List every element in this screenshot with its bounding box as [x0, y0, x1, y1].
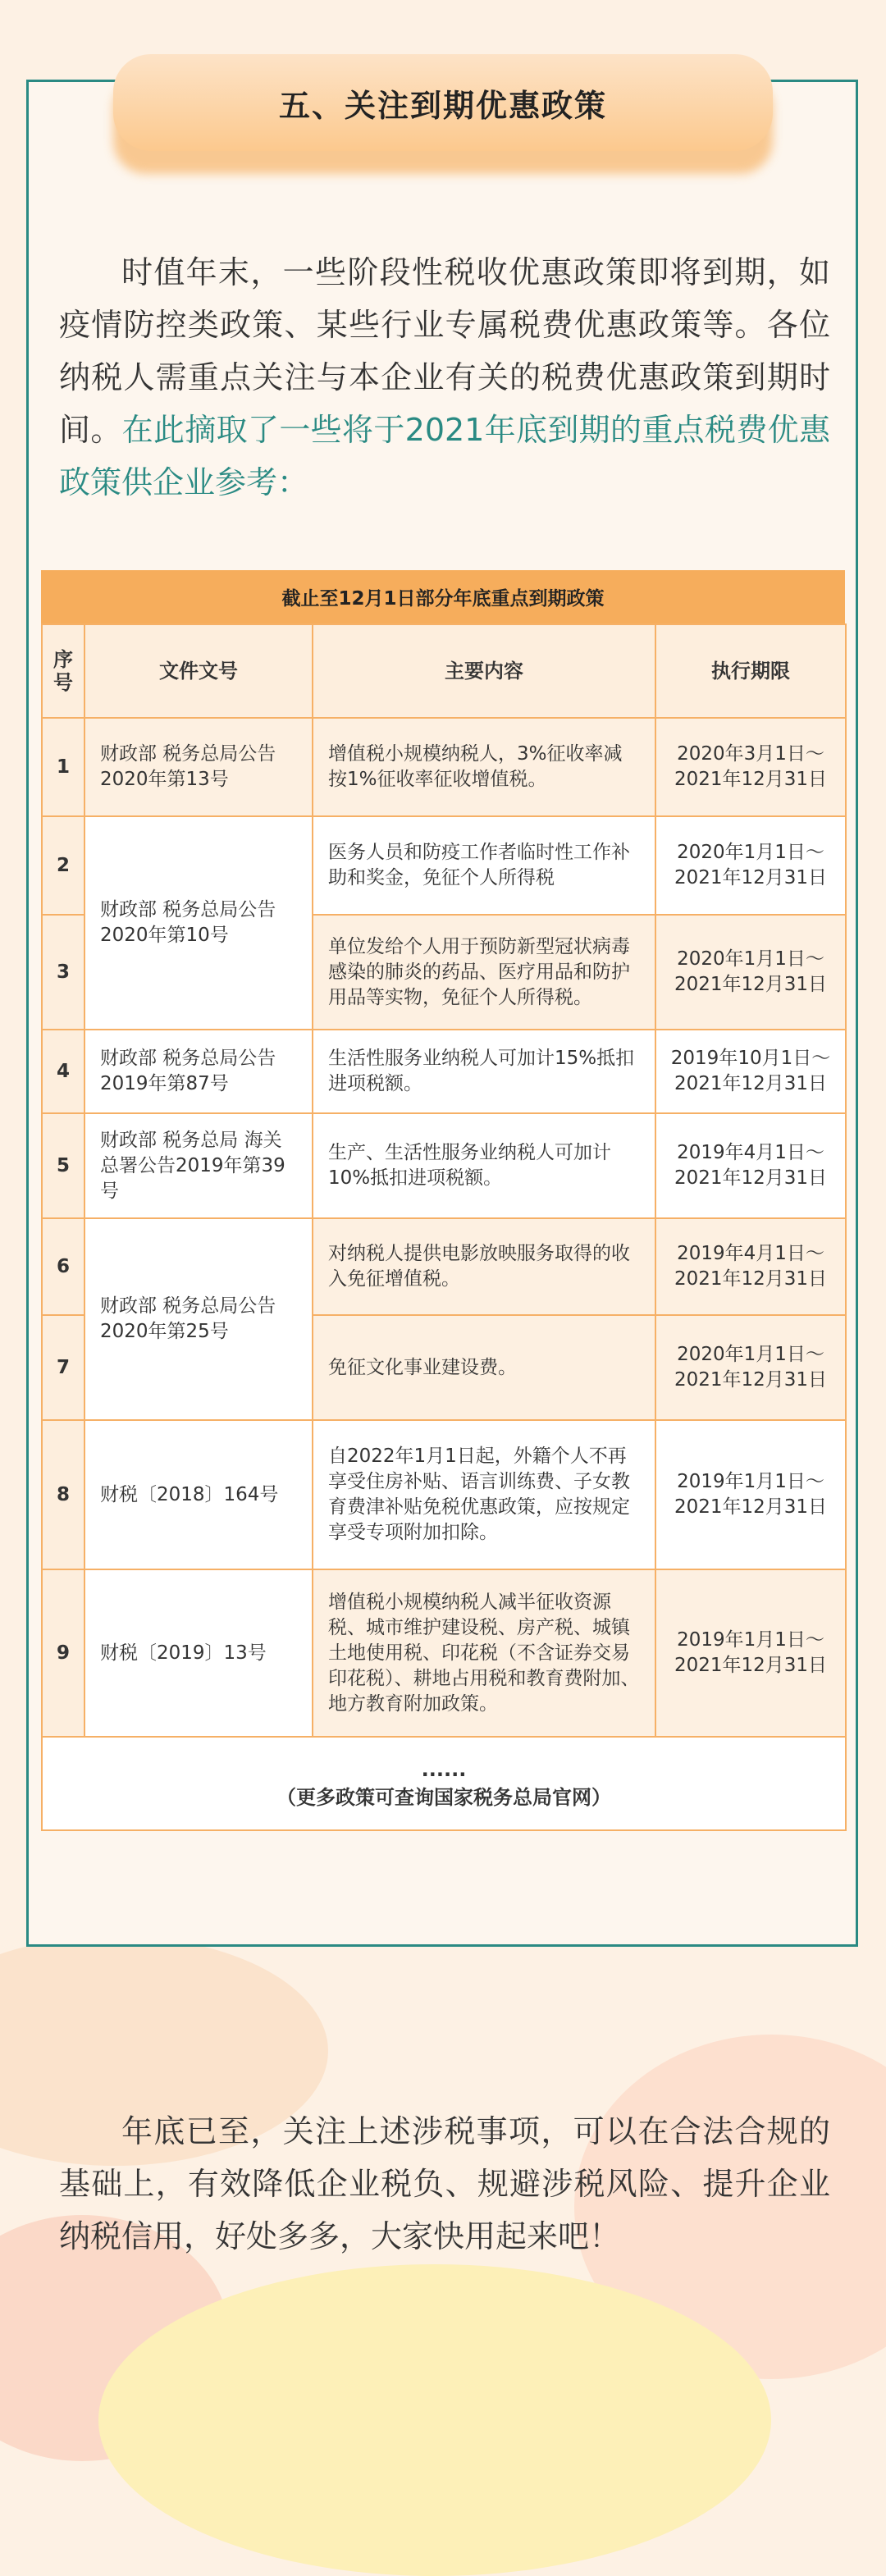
- table-row: [42, 1218, 846, 1315]
- row-doc: 财政部 税务总局 海关总署公告2019年第39号: [84, 1113, 313, 1218]
- row-period: 2020年1月1日～ 2021年12月31日: [655, 1315, 846, 1420]
- intro-text: 时值年末，一些阶段性税收优惠政策即将到期，如疫情防控类政策、某些行业专属税费优惠政策等。各位纳税人需重点关注与本企业有关的税费优惠政策到期时间。: [59, 254, 830, 448]
- outro-paragraph: 年底已至，关注上述涉税事项，可以在合法合规的基础上，有效降低企业税负、规避涉税风险、提升企业纳税信用，好处多多，大家快用起来吧！: [59, 2113, 830, 2254]
- row-no: 5: [42, 1113, 84, 1218]
- row-period: 2019年4月1日～ 2021年12月31日: [655, 1113, 846, 1218]
- table-row: [42, 1113, 846, 1218]
- header-doc: 文件文号: [84, 624, 313, 718]
- policy-table-wrap: [41, 570, 845, 1831]
- decor-blob: [98, 2264, 771, 2576]
- row-doc: 财税〔2018〕164号: [84, 1420, 313, 1569]
- row-no: 9: [42, 1569, 84, 1737]
- row-doc: 财税〔2019〕13号: [84, 1569, 313, 1737]
- row-no: 3: [42, 915, 84, 1030]
- row-period: 2020年1月1日～ 2021年12月31日: [655, 816, 846, 915]
- footer-note: （更多政策可查询国家税务总局官网）: [276, 1786, 611, 1809]
- row-doc: 财政部 税务总局公告2019年第87号: [84, 1030, 313, 1113]
- row-period: 2020年3月1日～ 2021年12月31日: [655, 718, 846, 816]
- row-period: 2019年1月1日～ 2021年12月31日: [655, 1420, 846, 1569]
- row-content: 医务人员和防疫工作者临时性工作补助和奖金，免征个人所得税: [313, 816, 655, 915]
- table-row: [42, 816, 846, 915]
- row-content: 对纳税人提供电影放映服务取得的收入免征增值税。: [313, 1218, 655, 1315]
- table-footer: [42, 1737, 846, 1830]
- row-content: 增值税小规模纳税人减半征收资源税、城市维护建设税、房产税、城镇土地使用税、印花税（不含证券交易印花税）、耕地占用税和教育费附加、地方教育附加政策。: [313, 1569, 655, 1737]
- header-content: 主要内容: [313, 624, 655, 718]
- intro-highlight: 在此摘取了一些将于2021年底到期的重点税费优惠政策供企业参考：: [59, 412, 830, 500]
- table-row: [42, 1420, 846, 1569]
- row-content: 免征文化事业建设费。: [313, 1315, 655, 1420]
- row-doc: 财政部 税务总局公告2020年第13号: [84, 718, 313, 816]
- row-period: 2020年1月1日～ 2021年12月31日: [655, 915, 846, 1030]
- row-no: 8: [42, 1420, 84, 1569]
- header-no: 序号: [42, 624, 84, 718]
- section-title: 五、关注到期优惠政策: [113, 54, 773, 151]
- row-no: 7: [42, 1315, 84, 1420]
- row-content: 生活性服务业纳税人可加计15%抵扣进项税额。: [313, 1030, 655, 1113]
- row-content: 单位发给个人用于预防新型冠状病毒感染的肺炎的药品、医疗用品和防护用品等实物，免征个人所得税。: [313, 915, 655, 1030]
- table-row: [42, 1030, 846, 1113]
- table-caption: 截止至12月1日部分年底重点到期政策: [41, 570, 845, 623]
- row-period: 2019年1月1日～ 2021年12月31日: [655, 1569, 846, 1737]
- footer-dots: ......: [421, 1758, 467, 1781]
- header-period: 执行期限: [655, 624, 846, 718]
- row-no: 6: [42, 1218, 84, 1315]
- row-doc: 财政部 税务总局公告2020年第25号: [84, 1218, 313, 1420]
- row-no: 2: [42, 816, 84, 915]
- table-row: [42, 718, 846, 816]
- row-no: 1: [42, 718, 84, 816]
- table-row: [42, 1569, 846, 1737]
- row-content: 增值税小规模纳税人，3%征收率减按1%征收率征收增值税。: [313, 718, 655, 816]
- policy-table: [41, 623, 847, 1831]
- row-content: 生产、生活性服务业纳税人可加计10%抵扣进项税额。: [313, 1113, 655, 1218]
- row-no: 4: [42, 1030, 84, 1113]
- row-doc: 财政部 税务总局公告2020年第10号: [84, 816, 313, 1030]
- row-period: 2019年10月1日～ 2021年12月31日: [655, 1030, 846, 1113]
- row-period: 2019年4月1日～ 2021年12月31日: [655, 1218, 846, 1315]
- intro-paragraph: [59, 246, 830, 509]
- row-content: 自2022年1月1日起，外籍个人不再享受住房补贴、语言训练费、子女教育费津补贴免税优惠政策，应按规定享受专项附加扣除。: [313, 1420, 655, 1569]
